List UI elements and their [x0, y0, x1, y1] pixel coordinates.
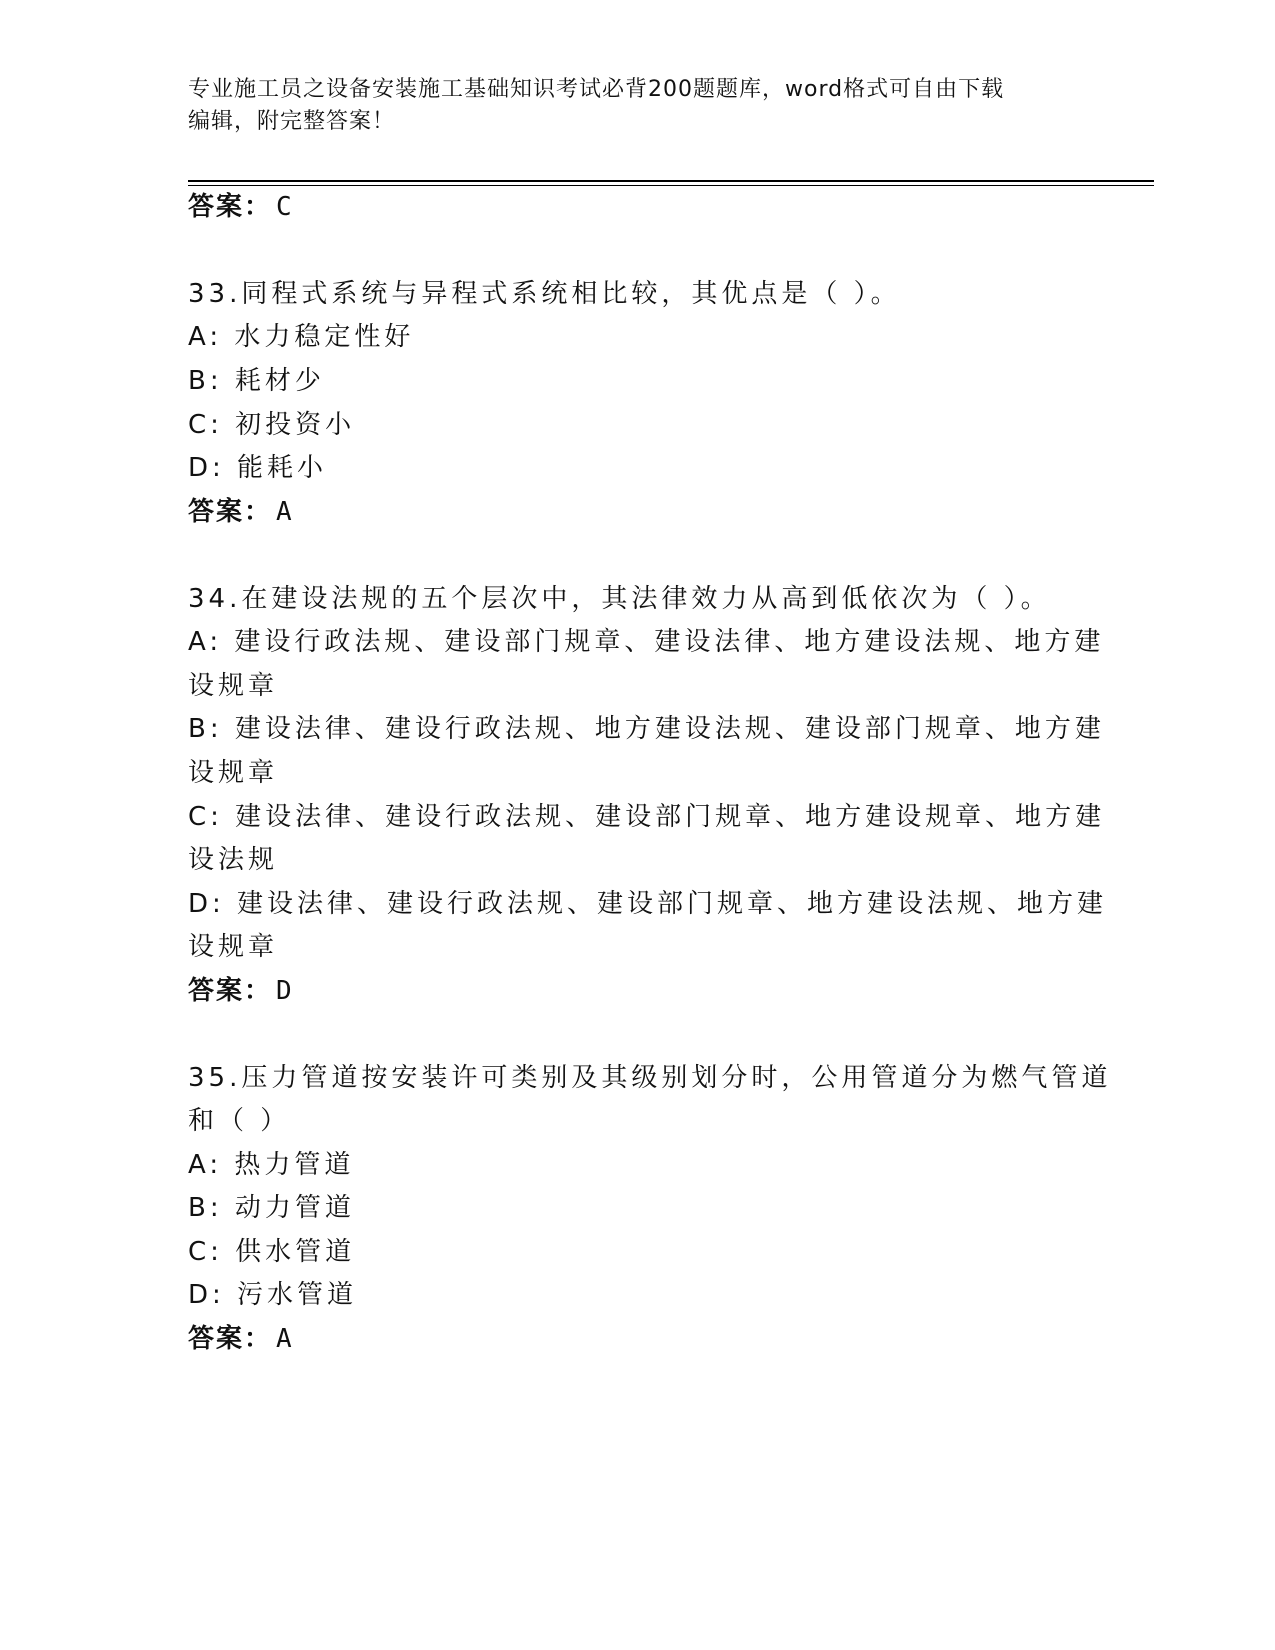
question-33-answer [188, 495, 1088, 529]
question-34-option-b-line1: B: 建设法律、建设行政法规、地方建设法规、建设部门规章、地方建 [188, 714, 1105, 744]
answer-label: 答案： [188, 497, 273, 527]
question-35-option-d: D: 污水管道 [188, 1280, 358, 1310]
question-33-option-a: A: 水力稳定性好 [188, 322, 415, 352]
question-35-option-b: B: 动力管道 [188, 1193, 355, 1223]
question-35-option-c: C: 供水管道 [188, 1237, 356, 1267]
question-33-option-b: B: 耗材少 [188, 366, 325, 396]
question-33-option-d: D: 能耗小 [188, 453, 328, 483]
question-34-option-c-line2: 设法规 [188, 845, 279, 875]
answer-label: 答案： [188, 192, 273, 222]
question-34-option-d-line1: D: 建设法律、建设行政法规、建设部门规章、地方建设法规、地方建 [188, 889, 1108, 919]
header-title-line2: 编辑，附完整答案！ [188, 109, 396, 134]
question-34-option-c-line1: C: 建设法律、建设行政法规、建设部门规章、地方建设规章、地方建 [188, 802, 1106, 832]
question-34-stem: 34.在建设法规的五个层次中，其法律效力从高到低依次为（ ）。 [188, 584, 1051, 614]
question-34-option-a-line1: A: 建设行政法规、建设部门规章、建设法律、地方建设法规、地方建 [188, 627, 1105, 657]
question-34-option-d-line2: 设规章 [188, 932, 279, 962]
question-35-stem-line2: 和（ ） [188, 1106, 291, 1136]
answer-value: D [276, 976, 294, 1006]
question-35-option-a: A: 热力管道 [188, 1150, 355, 1180]
answer-value: C [276, 192, 294, 222]
question-35-answer [188, 1322, 1088, 1356]
answer-label: 答案： [188, 976, 273, 1006]
question-35-stem-line1: 35.压力管道按安装许可类别及其级别划分时，公用管道分为燃气管道 [188, 1063, 1112, 1093]
question-33-stem: 33.同程式系统与异程式系统相比较，其优点是（ ）。 [188, 279, 901, 309]
question-34-option-a-line2: 设规章 [188, 671, 279, 701]
answer-label: 答案： [188, 1324, 273, 1354]
header-divider-thin [188, 185, 1154, 186]
answer-value: A [276, 497, 294, 527]
question-33-option-c: C: 初投资小 [188, 410, 356, 440]
header-divider-thick [188, 180, 1154, 182]
question-34-answer [188, 974, 1088, 1008]
question-34-option-b-line2: 设规章 [188, 758, 279, 788]
header-title-line1: 专业施工员之设备安装施工基础知识考试必背200题题库，word格式可自由下载 [188, 77, 1005, 102]
answer-value: A [276, 1324, 294, 1354]
page-header [188, 74, 1068, 138]
answer-line-prev [188, 190, 1088, 224]
